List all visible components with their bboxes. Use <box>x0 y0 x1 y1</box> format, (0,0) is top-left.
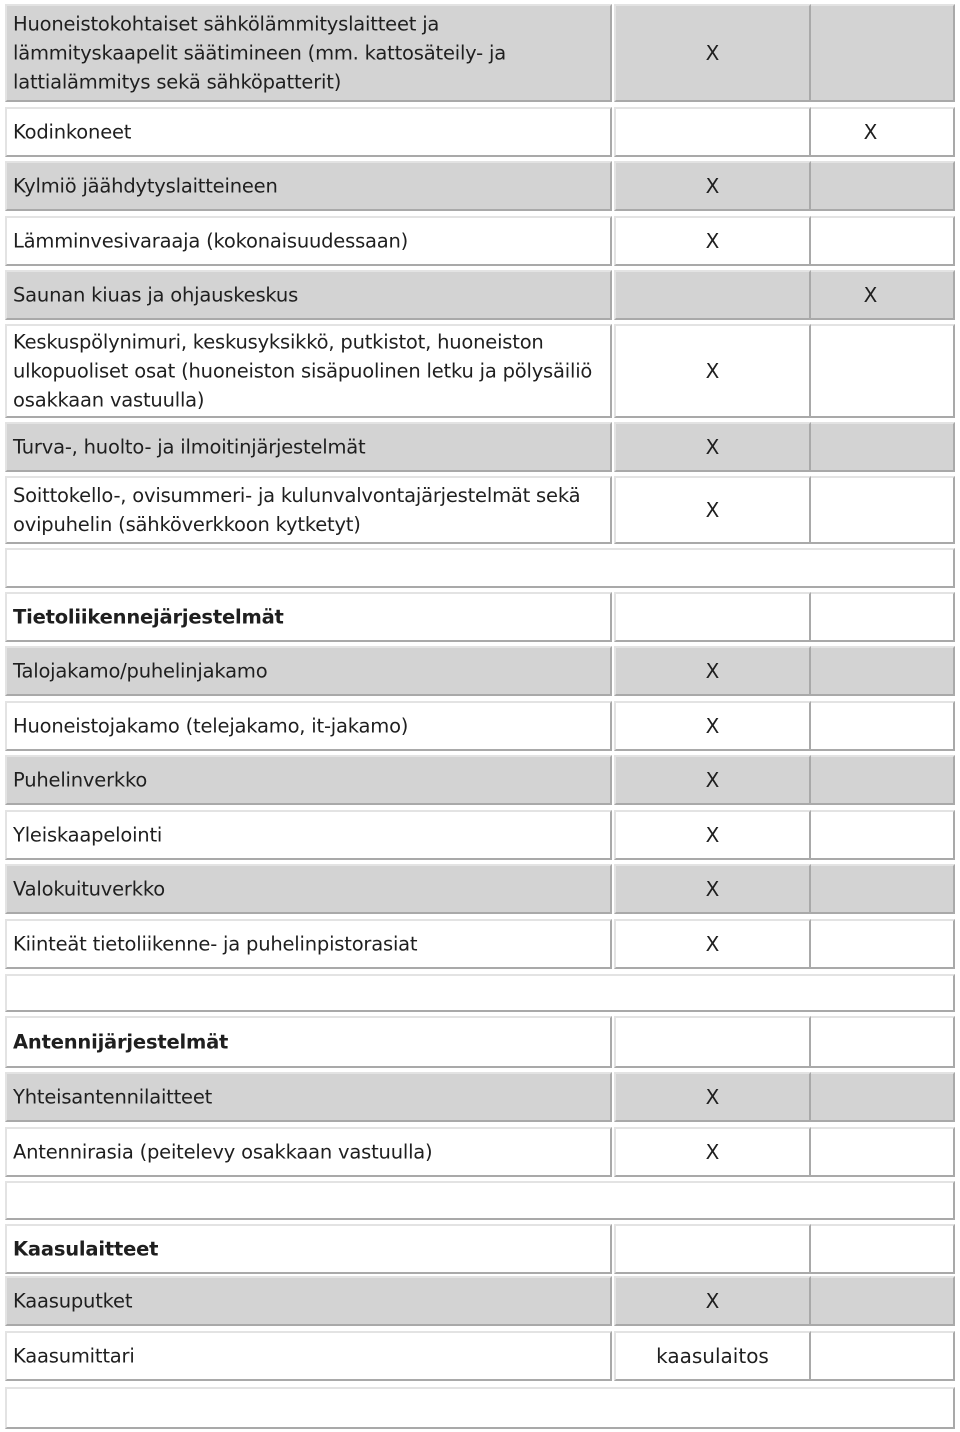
responsibility-col-3 <box>786 107 955 157</box>
responsibility-col-3 <box>786 1016 955 1068</box>
row-label: Kaasuputket <box>13 1289 133 1313</box>
row-label: Lämminvesivaraaja (kokonaisuudessaan) <box>13 229 409 253</box>
responsibility-mark: X <box>705 659 720 683</box>
table-row <box>5 161 955 211</box>
row-label: Kaasumittari <box>13 1344 135 1368</box>
responsibility-col-2 <box>614 592 811 642</box>
table-row <box>5 216 955 266</box>
table-row <box>5 646 955 696</box>
table-row <box>5 107 955 157</box>
label-cell <box>5 1331 612 1381</box>
label-cell <box>5 919 612 969</box>
spacer-row <box>5 1387 955 1429</box>
row-label: Turva-, huolto- ja ilmoitinjärjestelmät <box>13 435 366 459</box>
table-row <box>5 476 955 544</box>
responsibility-col-2 <box>614 476 811 544</box>
table-row <box>5 810 955 860</box>
label-cell <box>5 1016 612 1068</box>
responsibility-col-3 <box>786 646 955 696</box>
section-header-row <box>5 592 955 642</box>
row-label: Soittokello-, ovisummeri- ja kulunvalvontajärjestelmät sekä ovipuhelin (sähköverkkoon kytketyt) <box>13 484 581 536</box>
responsibility-col-3 <box>786 1127 955 1177</box>
responsibility-col-3 <box>786 701 955 751</box>
responsibility-mark: X <box>705 359 720 383</box>
responsibility-mark: X <box>705 1140 720 1164</box>
row-label: Talojakamo/puhelinjakamo <box>13 659 268 683</box>
row-label: Huoneistokohtaiset sähkölämmityslaitteet ja lämmityskaapelit säätimineen (mm. kattosäteily- ja lattialämmitys sekä sähköpatterit) <box>13 12 506 94</box>
responsibility-col-3 <box>786 1072 955 1122</box>
section-title: Antennijärjestelmät <box>13 1030 229 1054</box>
label-cell <box>5 810 612 860</box>
label-cell <box>5 1276 612 1326</box>
table-row <box>5 755 955 805</box>
table-row <box>5 422 955 472</box>
responsibility-col-2 <box>614 216 811 266</box>
label-cell <box>5 270 612 320</box>
label-cell <box>5 701 612 751</box>
label-cell <box>5 1072 612 1122</box>
label-cell <box>5 216 612 266</box>
label-cell <box>5 646 612 696</box>
table-row <box>5 1276 955 1326</box>
label-cell <box>5 161 612 211</box>
responsibility-mark: X <box>705 1085 720 1109</box>
row-label: Yhteisantennilaitteet <box>13 1085 213 1109</box>
spacer-cell <box>5 548 955 588</box>
responsibility-col-3 <box>786 422 955 472</box>
responsibility-mark: X <box>705 498 720 522</box>
label-cell <box>5 107 612 157</box>
table-row <box>5 701 955 751</box>
responsibility-col-3 <box>786 270 955 320</box>
spacer-cell <box>5 974 955 1012</box>
row-label: Keskuspölynimuri, keskusyksikkö, putkistot, huoneiston ulkopuoliset osat (huoneiston sisäpuolinen letku ja pölysäiliö osakkaan vastuulla) <box>13 330 593 412</box>
label-cell <box>5 324 612 418</box>
label-cell <box>5 864 612 914</box>
responsibility-col-3 <box>786 592 955 642</box>
responsibility-col-2 <box>614 422 811 472</box>
responsibility-col-2 <box>614 1072 811 1122</box>
table-row <box>5 270 955 320</box>
label-cell <box>5 1224 612 1274</box>
label-cell <box>5 422 612 472</box>
row-label: Huoneistojakamo (telejakamo, it-jakamo) <box>13 714 409 738</box>
label-cell <box>5 592 612 642</box>
table-row <box>5 4 955 102</box>
responsibility-col-3 <box>786 810 955 860</box>
row-label: Saunan kiuas ja ohjauskeskus <box>13 283 299 307</box>
responsibility-mark: X <box>705 877 720 901</box>
row-label: Yleiskaapelointi <box>13 823 163 847</box>
label-cell <box>5 476 612 544</box>
responsibility-col-3 <box>786 216 955 266</box>
responsibility-col-3 <box>786 1331 955 1381</box>
label-cell <box>5 755 612 805</box>
responsibility-col-2 <box>614 1127 811 1177</box>
section-header-row <box>5 1224 955 1274</box>
table-row <box>5 1127 955 1177</box>
responsibility-col-3 <box>786 1276 955 1326</box>
responsibility-col-2 <box>614 1224 811 1274</box>
spacer-row <box>5 548 955 588</box>
spacer-cell <box>5 1181 955 1220</box>
responsibility-col-2 <box>614 107 811 157</box>
responsibility-mark: X <box>863 283 878 307</box>
responsibility-col-3 <box>786 755 955 805</box>
responsibility-mark: X <box>705 1289 720 1313</box>
spacer-row <box>5 1181 955 1220</box>
responsibility-col-3 <box>786 919 955 969</box>
row-label: Kodinkoneet <box>13 120 132 144</box>
responsibility-mark: X <box>705 714 720 738</box>
responsibility-mark: X <box>705 229 720 253</box>
spacer-cell <box>5 1387 955 1429</box>
responsibility-col-2 <box>614 864 811 914</box>
responsibility-col-2 <box>614 810 811 860</box>
label-cell <box>5 4 612 102</box>
responsibility-col-2 <box>614 1016 811 1068</box>
responsibility-col-2 <box>614 755 811 805</box>
responsibility-mark: X <box>705 41 720 65</box>
spacer-row <box>5 974 955 1012</box>
responsibility-mark: X <box>863 120 878 144</box>
label-cell <box>5 1127 612 1177</box>
table-row <box>5 324 955 418</box>
responsibility-col-3 <box>786 4 955 102</box>
responsibility-col-3 <box>786 1224 955 1274</box>
table-row <box>5 1331 955 1381</box>
responsibility-col-2 <box>614 4 811 102</box>
responsibility-col-3 <box>786 476 955 544</box>
row-label: Valokuituverkko <box>13 877 165 901</box>
section-title: Kaasulaitteet <box>13 1237 159 1261</box>
table-row <box>5 919 955 969</box>
section-title: Tietoliikennejärjestelmät <box>13 605 284 629</box>
responsibility-col-3 <box>786 161 955 211</box>
responsibility-mark: X <box>705 174 720 198</box>
table-row <box>5 1072 955 1122</box>
responsibility-col-3 <box>786 324 955 418</box>
row-label: Kiinteät tietoliikenne- ja puhelinpistorasiat <box>13 932 418 956</box>
section-header-row <box>5 1016 955 1068</box>
responsibility-col-2 <box>614 270 811 320</box>
table-row <box>5 864 955 914</box>
responsibility-mark: X <box>705 435 720 459</box>
responsibility-col-2 <box>614 701 811 751</box>
row-label: Puhelinverkko <box>13 768 148 792</box>
responsibility-col-2 <box>614 1331 811 1381</box>
responsibility-mark: X <box>705 932 720 956</box>
responsibility-col-3 <box>786 864 955 914</box>
responsibility-col-2 <box>614 1276 811 1326</box>
responsibility-mark: kaasulaitos <box>656 1344 769 1368</box>
row-label: Antennirasia (peitelevy osakkaan vastuulla) <box>13 1140 433 1164</box>
responsibility-col-2 <box>614 161 811 211</box>
row-label: Kylmiö jäähdytyslaitteineen <box>13 174 278 198</box>
responsibility-col-2 <box>614 919 811 969</box>
responsibility-mark: X <box>705 768 720 792</box>
responsibility-col-2 <box>614 324 811 418</box>
responsibility-mark: X <box>705 823 720 847</box>
responsibility-col-2 <box>614 646 811 696</box>
